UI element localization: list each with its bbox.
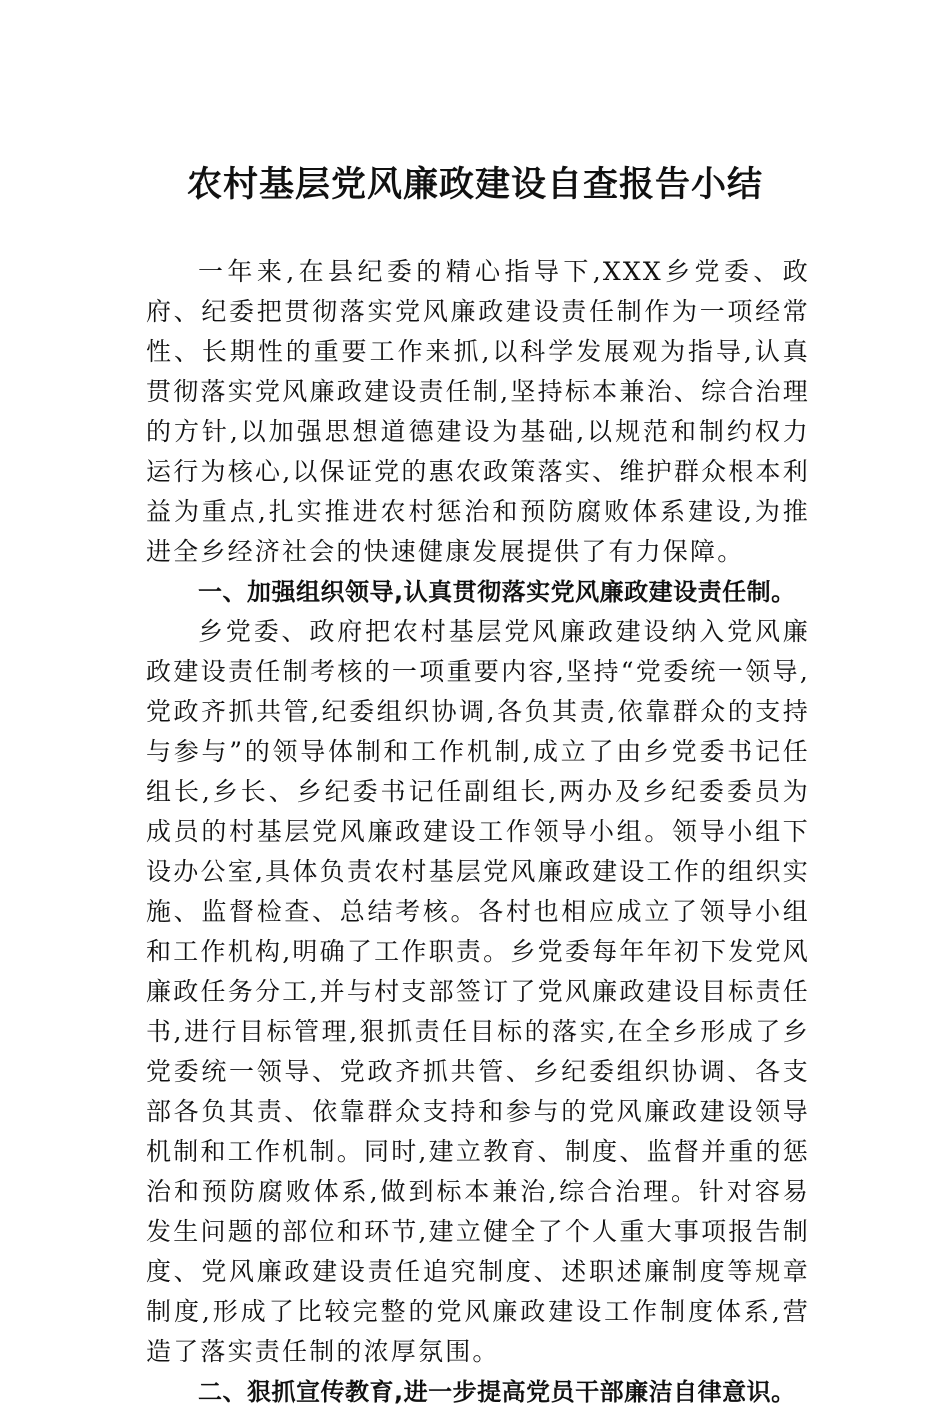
section-1-paragraph: 乡党委、政府把农村基层党风廉政建设纳入党风廉政建设责任制考核的一项重要内容,坚持“党委统一领导,党政齐抓共管,纪委组织协调,各负其责,依靠群众的支持与参与”的领导体制和工作机制,成立了由乡党委书记任组长,乡长、乡纪委书记任副组长,两办及乡纪委委员为成员的村基层党风廉政建设工作领导小组。领导小组下设办公室,具体负责农村基层党风廉政建设工作的组织实施、监督检查、总结考核。各村也相应成立了领导小组和工作机构,明确了工作职责。乡党委每年年初下发党风廉政任务分工,并与村支部签订了党风廉政建设目标责任书,进行目标管理,狠抓责任目标的落实,在全乡形成了乡党委统一领导、党政齐抓共管、乡纪委组织协调、各支部各负其责、依靠群众支持和参与的党风廉政建设领导机制和工作机制。同时,建立教育、制度、监督并重的惩治和预防腐败体系,做到标本兼治,综合治理。针对容易发生问题的部位和环节,建立健全了个人重大事项报告制度、党风廉政建设责任追究制度、述职述廉制度等规章制度,形成了比较完整的党风廉政建设工作制度体系,营造了落实责任制的浓厚氛围。	[146, 617, 810, 1366]
section-heading-1: 一、加强组织领导,认真贯彻落实党风廉政建设责任制。	[198, 578, 796, 606]
document-title: 农村基层党风廉政建设自查报告小结	[186, 164, 763, 205]
document-body	[146, 252, 810, 1412]
section-heading-2: 二、狠抓宣传教育,进一步提高党员干部廉洁自律意识。	[198, 1378, 796, 1406]
intro-paragraph: 一年来,在县纪委的精心指导下,XXX乡党委、政府、纪委把贯彻落实党风廉政建设责任制作为一项经常性、长期性的重要工作来抓,以科学发展观为指导,认真贯彻落实党风廉政建设责任制,坚持标本兼治、综合治理的方针,以加强思想道德建设为基础,以规范和制约权力运行为核心,以保证党的惠农政策落实、维护群众根本利益为重点,扎实推进农村惩治和预防腐败体系建设,为推进全乡经济社会的快速健康发展提供了有力保障。	[146, 257, 810, 566]
